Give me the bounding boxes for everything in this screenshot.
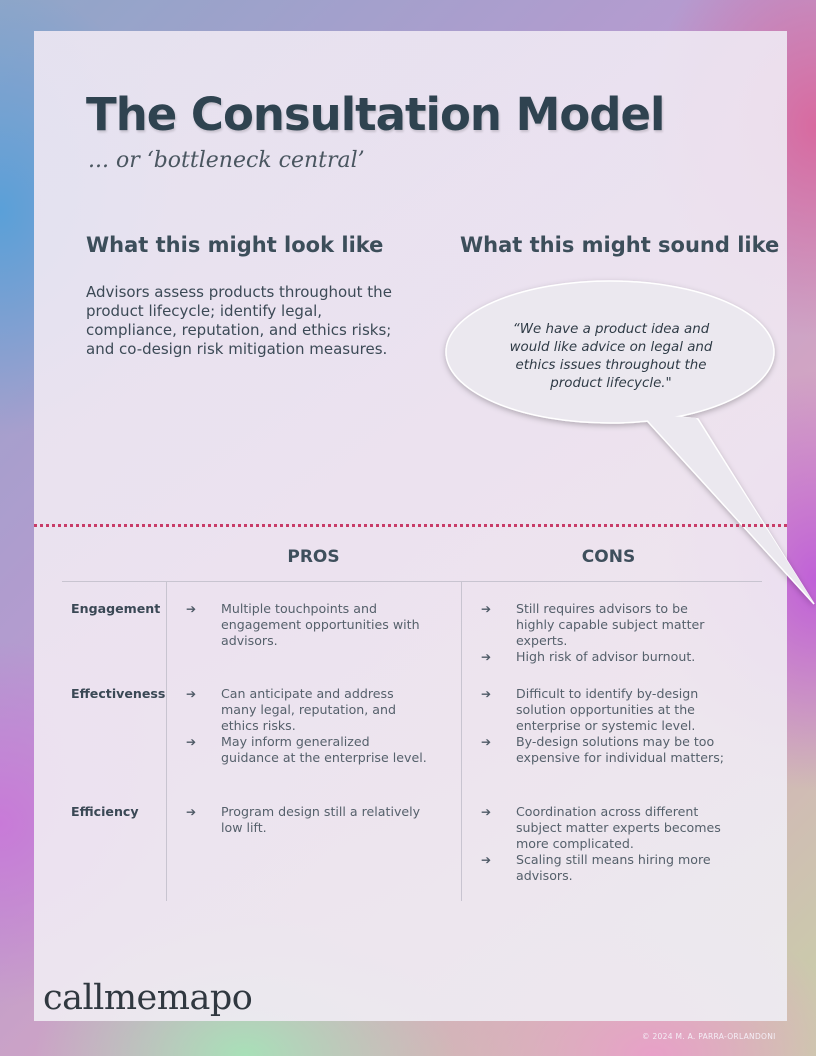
bullet-text: Program design still a relatively low lift. <box>221 804 421 835</box>
arrow-right-icon: ➔ <box>481 650 492 664</box>
row-label-effectiveness: Effectiveness <box>71 686 166 701</box>
list-item <box>481 852 726 884</box>
section-divider <box>34 524 787 527</box>
bullet-text: Coordination across different subject matter experts becomes more complicated. <box>516 804 721 851</box>
bullet-text: Can anticipate and address many legal, reputation, and ethics risks. <box>221 686 396 733</box>
arrow-right-icon: ➔ <box>186 602 197 616</box>
look-like-heading: What this might look like <box>86 233 384 257</box>
list-item <box>481 686 726 734</box>
arrow-right-icon: ➔ <box>186 687 197 701</box>
list-item <box>481 649 726 665</box>
page-subtitle: ... or ‘bottleneck central’ <box>88 148 365 173</box>
brand-logo: callmemapo <box>43 978 253 1018</box>
speech-bubble-quote: “We have a product idea and would like advice on legal and ethics issues throughout the product lifecycle." <box>509 322 713 391</box>
bullet-text: Multiple touchpoints and engagement opportunities with advisors. <box>221 601 420 648</box>
bullet-text: By-design solutions may be too expensive for individual matters; <box>516 734 724 765</box>
list-item <box>186 601 431 649</box>
list-item <box>481 804 726 852</box>
table-header-rule <box>62 581 762 582</box>
bullet-text: High risk of advisor burnout. <box>516 649 696 664</box>
list-item <box>481 734 726 766</box>
arrow-right-icon: ➔ <box>481 853 492 867</box>
row-label-engagement: Engagement <box>71 601 161 616</box>
list-item <box>186 734 431 766</box>
model-description: Advisors assess products throughout the product lifecycle; identify legal, compliance, reputation, and ethics risks; and co-design risk mitigation measures. <box>86 283 392 358</box>
pros-header: PROS <box>287 547 340 567</box>
arrow-right-icon: ➔ <box>186 735 197 749</box>
efficiency-pros <box>186 804 431 836</box>
list-item <box>481 601 726 649</box>
bullet-text: Scaling still means hiring more advisors. <box>516 852 711 883</box>
efficiency-cons <box>481 804 726 884</box>
bullet-text: May inform generalized guidance at the enterprise level. <box>221 734 427 765</box>
engagement-cons <box>481 601 726 665</box>
cons-header: CONS <box>581 547 636 567</box>
engagement-pros <box>186 601 431 649</box>
arrow-right-icon: ➔ <box>481 687 492 701</box>
list-item <box>186 804 431 836</box>
effectiveness-cons <box>481 686 726 766</box>
table-column-divider <box>461 581 462 901</box>
bullet-text: Difficult to identify by-design solution opportunities at the enterprise or systemic level. <box>516 686 699 733</box>
list-item <box>186 686 431 734</box>
arrow-right-icon: ➔ <box>481 735 492 749</box>
table-column-divider <box>166 581 167 901</box>
arrow-right-icon: ➔ <box>481 805 492 819</box>
copyright-notice: © 2024 M. A. PARRA-ORLANDONI <box>642 1032 776 1041</box>
bullet-text: Still requires advisors to be highly capable subject matter experts. <box>516 601 705 648</box>
row-label-efficiency: Efficiency <box>71 804 139 819</box>
arrow-right-icon: ➔ <box>481 602 492 616</box>
arrow-right-icon: ➔ <box>186 805 197 819</box>
page-title: The Consultation Model <box>86 88 665 141</box>
effectiveness-pros <box>186 686 431 766</box>
sound-like-heading: What this might sound like <box>460 233 780 257</box>
